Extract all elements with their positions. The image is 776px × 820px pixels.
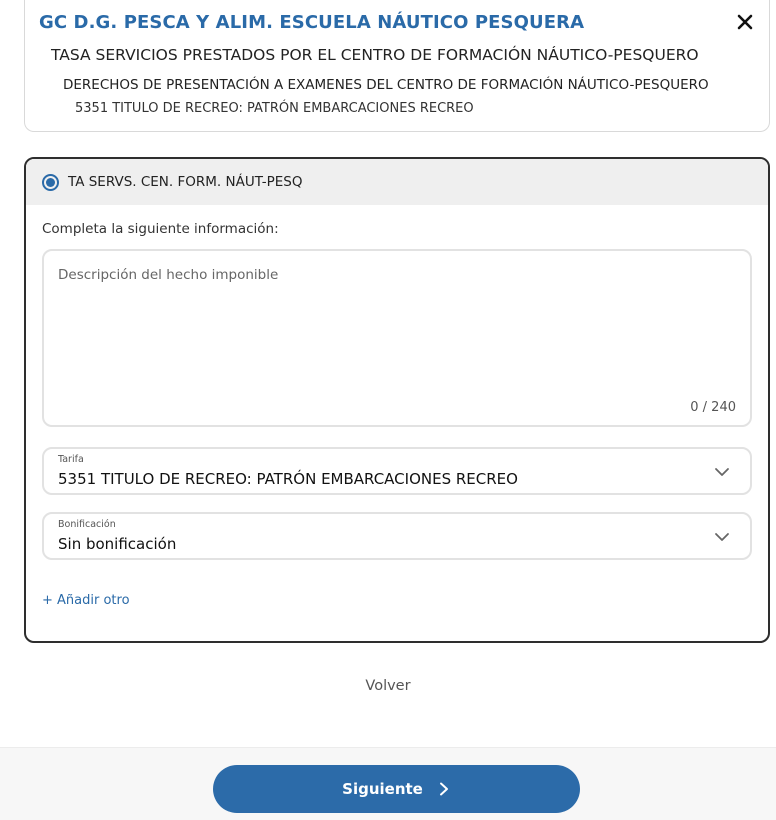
form-panel — [24, 157, 770, 643]
header-line-3: 5351 TITULO DE RECREO: PATRÓN EMBARCACIONES RECREO — [75, 101, 474, 116]
option-row[interactable] — [26, 159, 768, 205]
tarifa-select[interactable] — [42, 447, 752, 495]
header-card — [24, 0, 770, 132]
chevron-down-icon — [714, 529, 730, 545]
description-textarea[interactable] — [44, 251, 750, 425]
close-icon — [735, 12, 755, 32]
header-line-2: DERECHOS DE PRESENTACIÓN A EXAMENES DEL CENTRO DE FORMACIÓN NÁUTICO-PESQUERO — [63, 77, 709, 93]
footer-bar — [0, 747, 776, 820]
tarifa-value: 5351 TITULO DE RECREO: PATRÓN EMBARCACIONES RECREO — [58, 470, 518, 488]
chevron-down-icon — [714, 464, 730, 480]
chevron-right-icon — [437, 782, 451, 796]
header-line-1: TASA SERVICIOS PRESTADOS POR EL CENTRO DE FORMACIÓN NÁUTICO-PESQUERO — [51, 46, 699, 64]
bonificacion-value: Sin bonificación — [58, 535, 177, 553]
next-button[interactable] — [213, 765, 580, 813]
description-field-box — [42, 249, 752, 427]
tarifa-label: Tarifa — [58, 454, 84, 465]
option-radio[interactable] — [42, 174, 59, 191]
radio-selected-dot — [46, 178, 55, 187]
back-link[interactable]: Volver — [365, 678, 411, 694]
add-other-link[interactable]: + Añadir otro — [42, 593, 130, 608]
bonificacion-label: Bonificación — [58, 519, 116, 530]
close-button[interactable] — [735, 12, 755, 32]
option-label: TA SERVS. CEN. FORM. NÁUT-PESQ — [68, 174, 303, 190]
form-intro: Completa la siguiente información: — [42, 221, 279, 237]
next-button-label: Siguiente — [342, 780, 423, 798]
char-counter: 0 / 240 — [690, 400, 736, 415]
header-title: GC D.G. PESCA Y ALIM. ESCUELA NÁUTICO PESQUERA — [39, 12, 585, 33]
bonificacion-select[interactable] — [42, 512, 752, 560]
